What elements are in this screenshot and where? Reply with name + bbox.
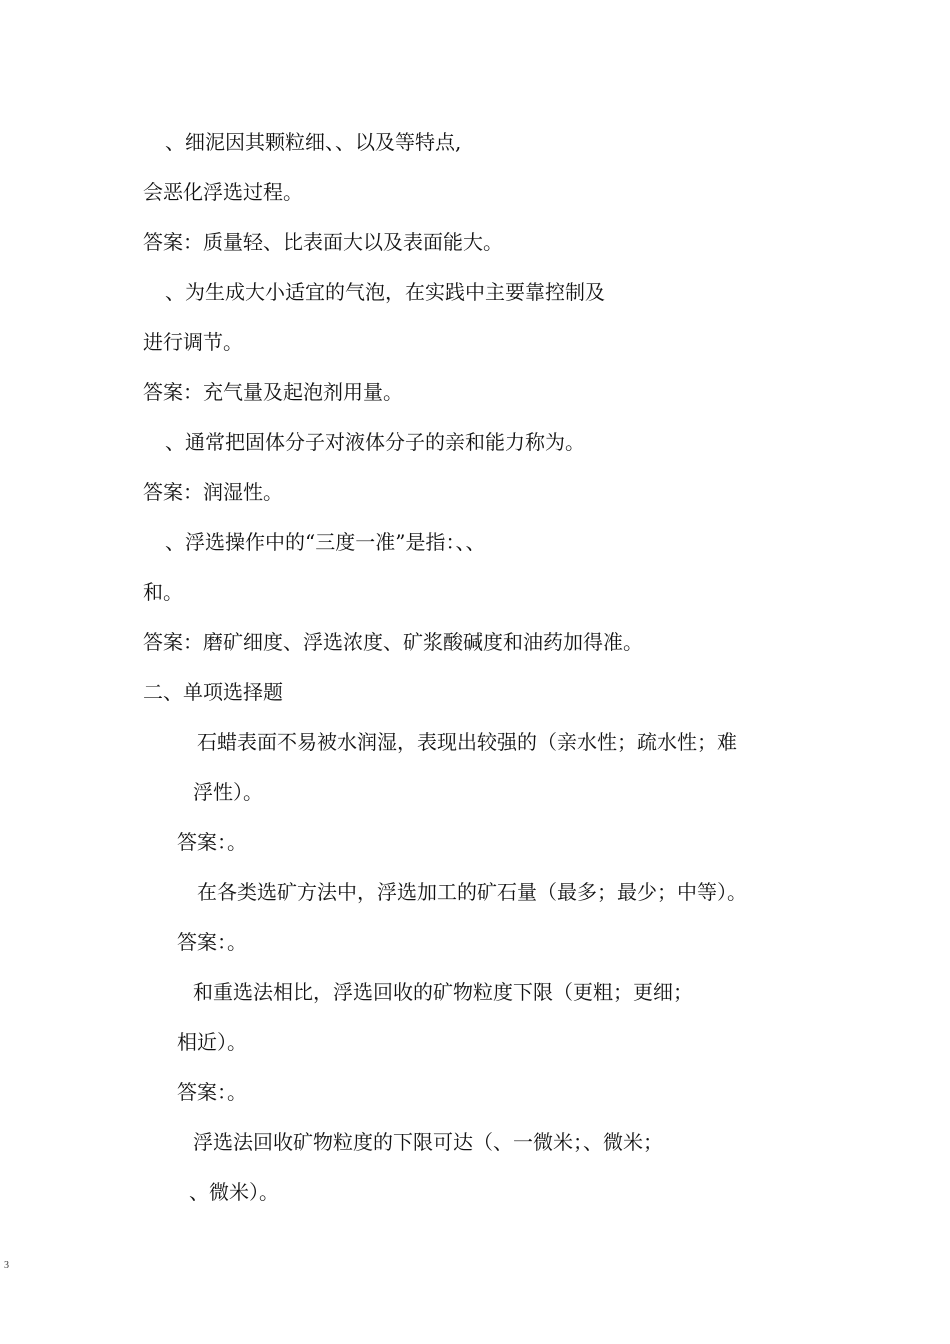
text-line: 、为生成大小适宜的气泡，在实践中主要靠控制及 <box>165 280 605 304</box>
question-line: 和重选法相比，浮选回收的矿物粒度下限（更粗；更细； <box>193 980 693 1004</box>
question-line: 浮性）。 <box>193 780 263 804</box>
answer-line: 答案：润湿性。 <box>143 480 283 504</box>
answer-line: 答案：磨矿细度、浮选浓度、矿浆酸碱度和油药加得准。 <box>143 630 643 654</box>
text-line: 和。 <box>143 580 183 604</box>
text-line: 会恶化浮选过程。 <box>143 180 303 204</box>
text-line: 、浮选操作中的“三度一准”是指：、、 <box>165 530 486 554</box>
answer-line: 答案：。 <box>177 1080 247 1104</box>
text-line: 、细泥因其颗粒细、、以及等特点, <box>165 130 462 154</box>
question-line: 在各类选矿方法中，浮选加工的矿石量（最多；最少；中等）。 <box>197 880 747 904</box>
question-line: 浮选法回收矿物粒度的下限可达（、一微米；、微米； <box>193 1130 663 1154</box>
answer-line: 答案：质量轻、比表面大以及表面能大。 <box>143 230 503 254</box>
question-line: 相近）。 <box>177 1030 247 1054</box>
section-heading: 二、单项选择题 <box>143 680 283 704</box>
answer-line: 答案：充气量及起泡剂用量。 <box>143 380 403 404</box>
question-line: 、微米）。 <box>189 1180 279 1204</box>
question-line: 石蜡表面不易被水润湿，表现出较强的（亲水性；疏水性；难 <box>197 730 737 754</box>
answer-line: 答案：。 <box>177 830 247 854</box>
text-line: 进行调节。 <box>143 330 243 354</box>
text-line: 、通常把固体分子对液体分子的亲和能力称为。 <box>165 430 585 454</box>
answer-line: 答案：。 <box>177 930 247 954</box>
page-number: 3 <box>4 1260 9 1271</box>
